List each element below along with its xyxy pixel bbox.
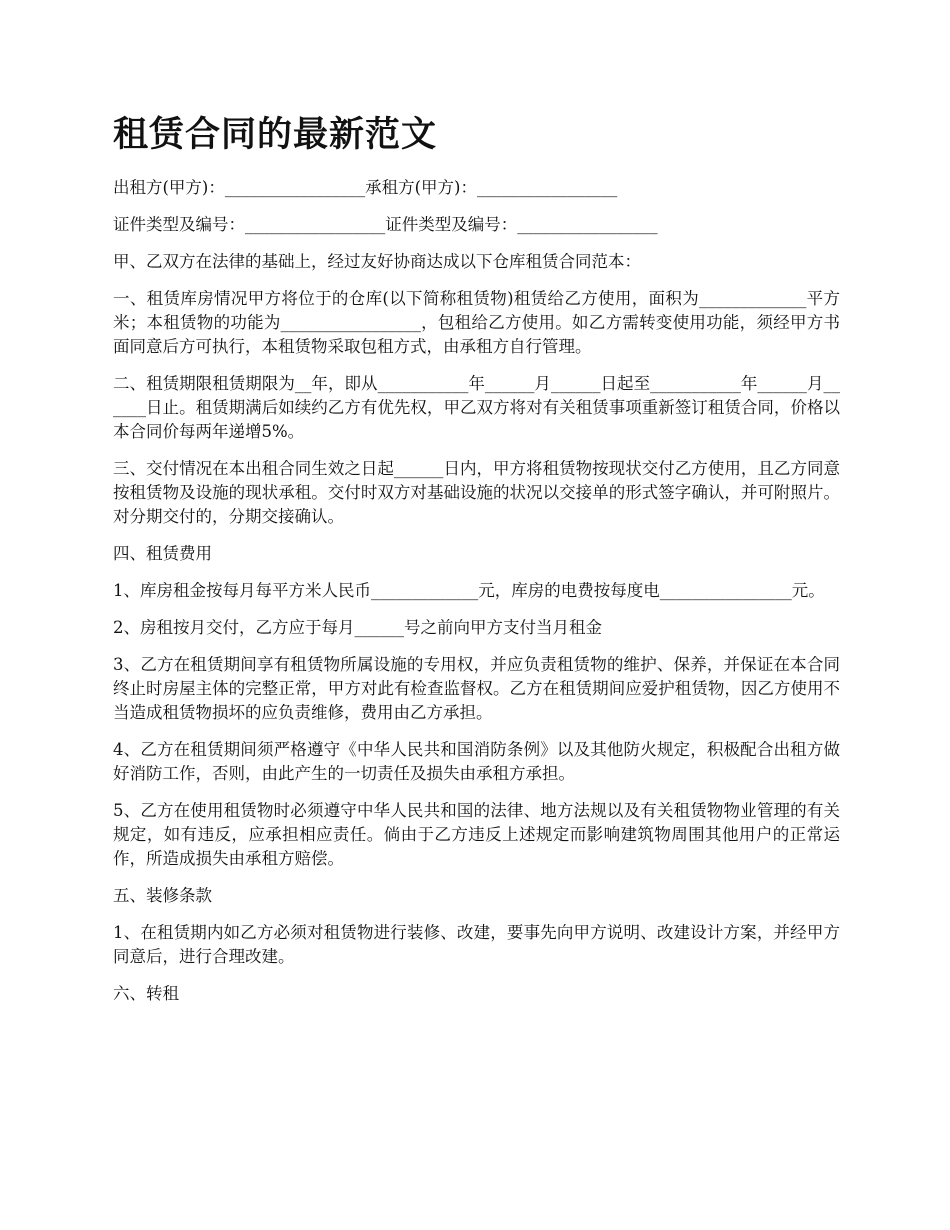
paragraph-section-1: 一、租赁库房情况甲方将位于的仓库(以下简称租赁物)租赁给乙方使用，面积为_____________平方米；本租赁物的功能为_________________，包租给乙方使用。如乙方需转变使用功能，须经甲方书面同意后方可执行，本租赁物采取包租方式，由承租方自行管理。 [113,289,840,356]
paragraph-fee-4: 4、乙方在租赁期间须严格遵守《中华人民共和国消防条例》以及其他防火规定，积极配合出租方做好消防工作，否则，由此产生的一切责任及损失由承租方承担。 [113,740,840,783]
section-heading-renovation: 五、装修条款 [113,886,212,905]
paragraph-section-3: 三、交付情况在本出租合同生效之日起______日内，甲方将租赁物按现状交付乙方使用，且乙方同意按租赁物及设施的现状承租。交付时双方对基础设施的状况以交接单的形式签字确认，并可附照片。对分期交付的，分期交接确认。 [113,459,840,526]
document-title: 租赁合同的最新范文 [113,115,438,155]
paragraph-fee-2: 2、房租按月交付，乙方应于每月______号之前向甲方支付当月租金 [113,618,602,637]
paragraph-id-info: 证件类型及编号：_________________证件类型及编号：_________________ [113,215,658,234]
paragraph-fee-5: 5、乙方在使用租赁物时必须遵守中华人民共和国的法律、地方法规以及有关租赁物物业管理的有关规定，如有违反，应承担相应责任。倘由于乙方违反上述规定而影响建筑物周围其他用户的正常运作，所造成损失由承租方赔偿。 [113,801,840,868]
document-page [113,112,840,1019]
section-heading-fees: 四、租赁费用 [113,544,212,563]
paragraph-fee-3: 3、乙方在租赁期间享有租赁物所属设施的专用权，并应负责租赁物的维护、保养，并保证在本合同终止时房屋主体的完整正常，甲方对此有检查监督权。乙方在租赁期间应爱护租赁物，因乙方使用不当造成租赁物损坏的应负责维修，费用由乙方承担。 [113,655,840,722]
paragraph-renovation-1: 1、在租赁期内如乙方必须对租赁物进行装修、改建，要事先向甲方说明、改建设计方案，并经甲方同意后，进行合理改建。 [113,923,840,966]
paragraph-section-2: 二、租赁期限租赁期限为__年，即从___________年______月______日起至___________年______月______日止。租赁期满后如续约乙方有优先权，甲乙双方将对有关租赁事项重新签订租赁合同，价格以本合同价每两年递增5%。 [113,374,840,441]
paragraph-fee-1: 1、库房租金按每月每平方米人民币_____________元，库房的电费按每度电________________元。 [113,581,825,600]
section-heading-sublease: 六、转租 [113,984,179,1003]
paragraph-parties: 出租方(甲方)：_________________承租方(甲方)：_________________ [113,178,618,197]
paragraph-intro: 甲、乙双方在法律的基础上，经过友好协商达成以下仓库租赁合同范本： [113,252,641,271]
